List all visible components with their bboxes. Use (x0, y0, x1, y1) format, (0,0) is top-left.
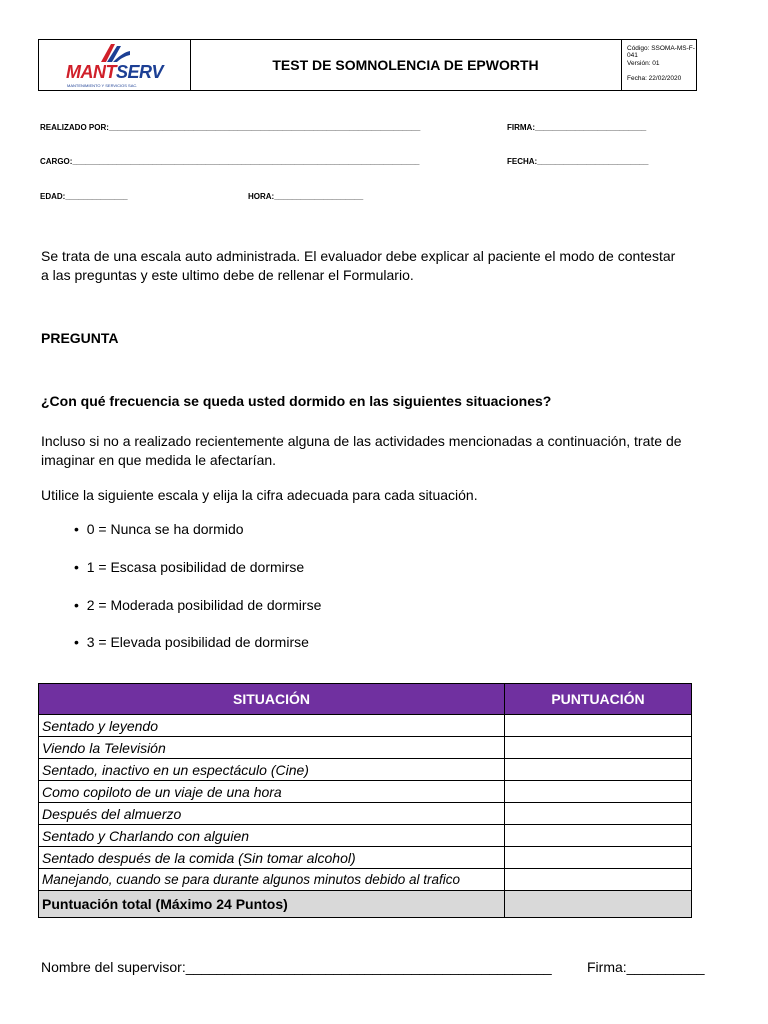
logo (39, 40, 191, 90)
score-input[interactable] (505, 825, 692, 847)
document-meta (621, 40, 696, 90)
logo-mark-icon (97, 42, 131, 64)
table-row (39, 869, 692, 891)
situacion-cell: Sentado y Charlando con alguien (39, 825, 505, 847)
score-input[interactable] (505, 737, 692, 759)
col-puntuacion: PUNTUACIÓN (505, 684, 692, 715)
table-row (39, 737, 692, 759)
document-title: TEST DE SOMNOLENCIA DE EPWORTH (190, 40, 622, 90)
question-heading: ¿Con qué frecuencia se queda usted dormido en las siguientes situaciones? (41, 393, 552, 409)
total-score-input[interactable] (505, 891, 692, 918)
field-cargo[interactable]: CARGO:______________________________________________________________________________ (40, 157, 420, 166)
situacion-cell: Viendo la Televisión (39, 737, 505, 759)
table-row (39, 803, 692, 825)
score-input[interactable] (505, 847, 692, 869)
score-input[interactable] (505, 759, 692, 781)
total-label: Puntuación total (Máximo 24 Puntos) (39, 891, 505, 918)
table-row (39, 825, 692, 847)
score-input[interactable] (505, 781, 692, 803)
pregunta-heading: PREGUNTA (41, 330, 119, 346)
logo-wordmark: MANTSERV (66, 62, 164, 82)
score-table (38, 683, 692, 918)
logo-subtitle: MANTENIMIENTO Y SERVICIOS SAC. (67, 83, 138, 88)
instructions-paragraph: Incluso si no a realizado recientemente alguna de las actividades mencionadas a continuación, trate de imaginar en que medida le afectarían. (41, 433, 682, 468)
meta-codigo: Código: SSOMA-MS-F-041 (627, 45, 695, 59)
scale-item: • 1 = Escasa posibilidad de dormirse (74, 559, 305, 575)
situacion-cell: Sentado, inactivo en un espectáculo (Cine) (39, 759, 505, 781)
intro-paragraph: Se trata de una escala auto administrada. El evaluador debe explicar al paciente el modo de contestar a las preguntas y este ultimo debe de rellenar el Formulario. (41, 248, 676, 283)
table-row (39, 847, 692, 869)
situacion-cell: Después del almuerzo (39, 803, 505, 825)
field-edad[interactable]: EDAD:______________ (40, 192, 128, 201)
situacion-cell: Sentado y leyendo (39, 715, 505, 737)
document-header (38, 39, 697, 91)
field-firma[interactable]: FIRMA:_________________________ (507, 123, 647, 132)
supervisor-field[interactable]: Nombre del supervisor:_______________________________________________ (41, 959, 552, 975)
score-input[interactable] (505, 803, 692, 825)
meta-fecha: Fecha: 22/02/2020 (627, 75, 682, 82)
field-hora[interactable]: HORA:____________________ (248, 192, 364, 201)
field-fecha[interactable]: FECHA:_________________________ (507, 157, 649, 166)
scale-instructions: Utilice la siguiente escala y elija la cifra adecuada para cada situación. (41, 487, 478, 503)
situacion-cell: Manejando, cuando se para durante algunos minutos debido al trafico (39, 869, 505, 891)
field-realizado-por[interactable]: REALIZADO POR:______________________________________________________________________ (40, 123, 421, 132)
total-row (39, 891, 692, 918)
score-input[interactable] (505, 869, 692, 891)
scale-item: • 2 = Moderada posibilidad de dormirse (74, 597, 322, 613)
table-row (39, 715, 692, 737)
col-situacion: SITUACIÓN (39, 684, 505, 715)
situacion-cell: Sentado después de la comida (Sin tomar alcohol) (39, 847, 505, 869)
scale-item: • 0 = Nunca se ha dormido (74, 521, 244, 537)
table-header-row (39, 684, 692, 715)
situacion-cell: Como copiloto de un viaje de una hora (39, 781, 505, 803)
table-row (39, 781, 692, 803)
scale-item: • 3 = Elevada posibilidad de dormirse (74, 634, 309, 650)
meta-version: Versión: 01 (627, 60, 660, 67)
score-input[interactable] (505, 715, 692, 737)
supervisor-signature-field[interactable]: Firma:__________ (587, 959, 705, 975)
table-row (39, 759, 692, 781)
